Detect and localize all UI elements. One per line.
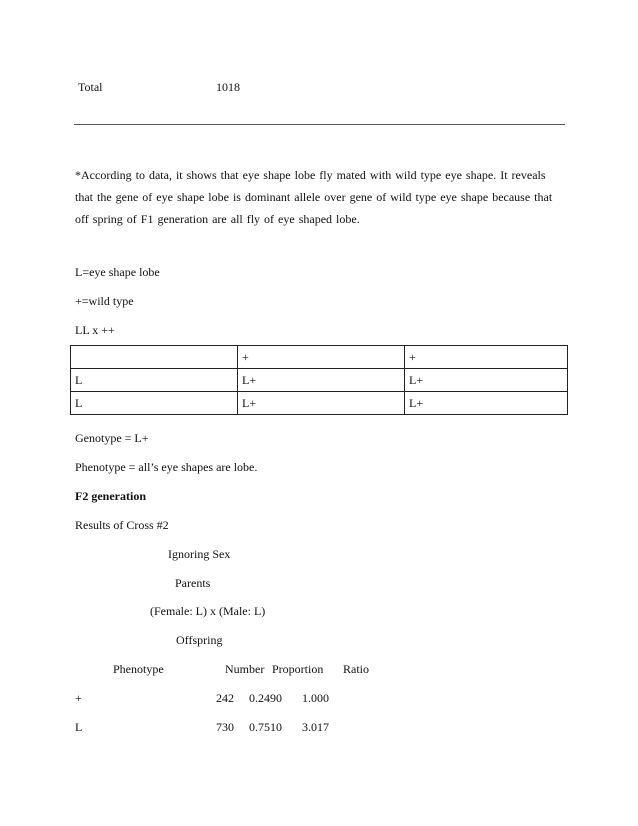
results-header-proportion: Proportion bbox=[272, 662, 324, 676]
punnett-cell: L+ bbox=[238, 369, 405, 392]
punnett-corner-cell bbox=[71, 346, 238, 369]
total-value: 1018 bbox=[216, 80, 240, 94]
punnett-cell: L+ bbox=[405, 392, 568, 415]
phenotype-line: Phenotype = all’s eye shapes are lobe. bbox=[75, 460, 258, 474]
results-row-ratio: 1.000 bbox=[302, 691, 329, 705]
punnett-header-cell: + bbox=[405, 346, 568, 369]
legend-lobe: L=eye shape lobe bbox=[75, 265, 160, 279]
legend-wild-type: +=wild type bbox=[75, 294, 134, 308]
punnett-row bbox=[71, 392, 568, 415]
total-label: Total bbox=[78, 80, 103, 94]
cross-label: LL x ++ bbox=[75, 323, 115, 337]
paragraph-line-2: that the gene of eye shape lobe is dominant allele over gene of wild type eye shape because that bbox=[75, 190, 553, 204]
punnett-cell: L+ bbox=[405, 369, 568, 392]
results-row-phenotype: + bbox=[75, 691, 82, 705]
genotype-line: Genotype = L+ bbox=[75, 431, 149, 445]
paragraph-line-1: *According to data, it shows that eye shape lobe fly mated with wild type eye shape. It reveals bbox=[75, 168, 546, 182]
results-row-phenotype: L bbox=[75, 720, 83, 734]
punnett-square bbox=[70, 345, 568, 415]
results-row-proportion: 0.7510 bbox=[249, 720, 282, 734]
results-row-proportion: 0.2490 bbox=[249, 691, 282, 705]
punnett-row-label: L bbox=[71, 369, 238, 392]
results-header-number: Number bbox=[225, 662, 265, 676]
f2-heading: F2 generation bbox=[75, 489, 146, 503]
conclusion-paragraph bbox=[75, 164, 565, 230]
parents-cross: (Female: L) x (Male: L) bbox=[150, 604, 266, 618]
results-row-ratio: 3.017 bbox=[302, 720, 329, 734]
paragraph-line-3: off spring of F1 generation are all fly of eye shaped lobe. bbox=[75, 212, 360, 226]
punnett-header-row bbox=[71, 346, 568, 369]
results-row-number: 730 bbox=[216, 720, 234, 734]
results-header-ratio: Ratio bbox=[343, 662, 369, 676]
punnett-row-label: L bbox=[71, 392, 238, 415]
parents-label: Parents bbox=[175, 576, 211, 590]
ignoring-sex-label: Ignoring Sex bbox=[168, 547, 231, 561]
horizontal-rule bbox=[74, 124, 565, 125]
punnett-header-cell: + bbox=[238, 346, 405, 369]
offspring-label: Offspring bbox=[176, 633, 223, 647]
results-header-phenotype: Phenotype bbox=[113, 662, 164, 676]
results-row-number: 242 bbox=[216, 691, 234, 705]
punnett-row bbox=[71, 369, 568, 392]
punnett-cell: L+ bbox=[238, 392, 405, 415]
results-title: Results of Cross #2 bbox=[75, 518, 169, 532]
